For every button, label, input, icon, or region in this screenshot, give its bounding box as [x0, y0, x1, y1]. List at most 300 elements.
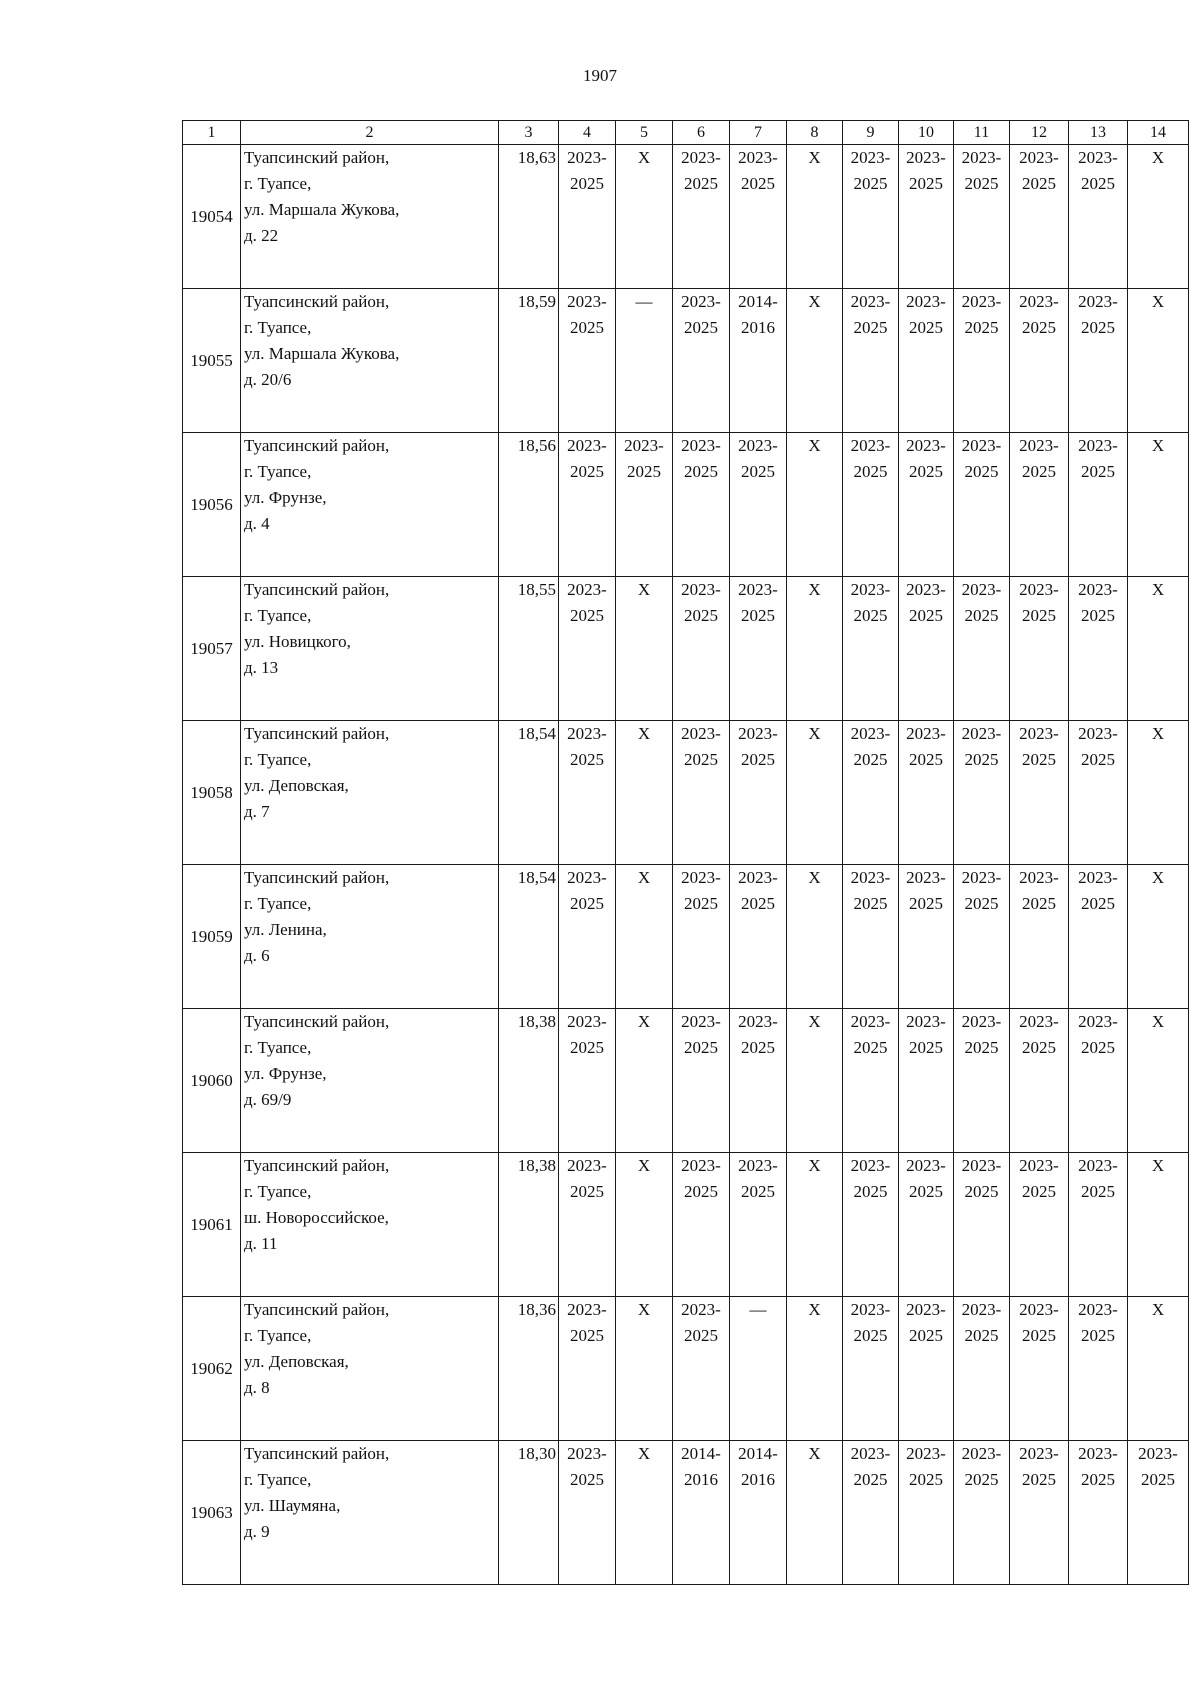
- period-cell: [730, 145, 787, 289]
- period-cell: [954, 289, 1010, 433]
- period-text: 2023-: [1019, 580, 1059, 599]
- period-text: 2023-: [567, 580, 607, 599]
- period-text: 2023-: [961, 1012, 1002, 1031]
- period-text: 2023-: [567, 148, 607, 167]
- period-text: 2025: [1141, 1470, 1175, 1489]
- period-cell: [616, 289, 673, 433]
- period-cell: [843, 145, 899, 289]
- address-line: г. Туапсе,: [244, 606, 312, 625]
- period-cell: [1010, 721, 1069, 865]
- period-cell: [954, 1441, 1010, 1585]
- period-text: 2014-: [738, 292, 778, 311]
- period-text: 2023-: [961, 868, 1002, 887]
- period-cell: [1128, 1153, 1189, 1297]
- column-header: 3: [499, 121, 559, 145]
- address-line: ул. Ленина,: [244, 920, 327, 939]
- period-text: 2025: [627, 462, 661, 481]
- period-text: 2023-: [1019, 1300, 1059, 1319]
- period-text: 2023-: [906, 1156, 946, 1175]
- period-cell: [616, 1441, 673, 1585]
- value-cell: 18,56: [499, 433, 559, 577]
- period-cell: [730, 1009, 787, 1153]
- period-cell: [1128, 1297, 1189, 1441]
- period-text: 2023-: [681, 724, 721, 743]
- period-text: X: [1151, 868, 1165, 887]
- period-text: 2025: [1081, 462, 1115, 481]
- period-cell: [954, 1297, 1010, 1441]
- address-cell: [241, 1441, 499, 1585]
- period-text: 2025: [964, 1470, 999, 1489]
- period-cell: [899, 1153, 954, 1297]
- period-cell: [899, 577, 954, 721]
- period-cell: [616, 145, 673, 289]
- period-text: 2025: [853, 462, 888, 481]
- table-row: [183, 721, 1189, 865]
- address-line: д. 69/9: [244, 1090, 292, 1109]
- address-line: г. Туапсе,: [244, 750, 312, 769]
- period-cell: [787, 1441, 843, 1585]
- period-text: 2025: [853, 1470, 888, 1489]
- period-cell: [673, 1009, 730, 1153]
- period-text: 2023-: [961, 436, 1002, 455]
- period-text: 2023-: [567, 436, 607, 455]
- period-text: 2025: [1081, 1470, 1115, 1489]
- period-text: X: [1151, 580, 1165, 599]
- period-text: 2025: [741, 462, 775, 481]
- address-line: г. Туапсе,: [244, 1470, 312, 1489]
- period-cell: [1069, 1441, 1128, 1585]
- period-cell: [1069, 1009, 1128, 1153]
- period-text: 2025: [570, 1038, 604, 1057]
- period-cell: [559, 289, 616, 433]
- period-text: X: [808, 292, 821, 311]
- period-text: 2025: [570, 318, 604, 337]
- period-cell: [616, 577, 673, 721]
- period-cell: [1010, 1441, 1069, 1585]
- period-text: 2023-: [567, 724, 607, 743]
- period-cell: [1010, 1009, 1069, 1153]
- address-line: Туапсинский район,: [244, 436, 390, 455]
- period-text: X: [637, 1444, 651, 1463]
- address-line: Туапсинский район,: [244, 1444, 390, 1463]
- period-text: 2023-: [567, 1156, 607, 1175]
- period-text: 2016: [684, 1470, 718, 1489]
- period-text: 2025: [964, 462, 999, 481]
- period-text: 2023-: [738, 1156, 778, 1175]
- address-line: д. 8: [244, 1378, 270, 1397]
- period-cell: [559, 865, 616, 1009]
- period-cell: [730, 289, 787, 433]
- address-cell: [241, 1009, 499, 1153]
- column-header: 2: [241, 121, 499, 145]
- period-text: 2023-: [1078, 724, 1118, 743]
- period-text: 2023-: [738, 724, 778, 743]
- period-text: 2025: [1022, 174, 1056, 193]
- period-text: 2025: [853, 894, 888, 913]
- period-text: 2023-: [961, 292, 1002, 311]
- period-cell: [843, 721, 899, 865]
- period-text: 2023-: [1078, 868, 1118, 887]
- period-cell: [559, 1441, 616, 1585]
- period-cell: [787, 577, 843, 721]
- address-line: г. Туапсе,: [244, 318, 312, 337]
- column-header: 4: [559, 121, 616, 145]
- period-text: 2025: [909, 1182, 943, 1201]
- row-number: 19059: [183, 865, 241, 1009]
- period-cell: [787, 1297, 843, 1441]
- period-text: 2023-: [906, 1444, 946, 1463]
- period-text: 2023-: [850, 436, 891, 455]
- period-text: X: [808, 868, 821, 887]
- period-cell: [843, 1441, 899, 1585]
- period-text: 2023-: [681, 1012, 721, 1031]
- period-text: 2023-: [1019, 436, 1059, 455]
- period-cell: [616, 1297, 673, 1441]
- period-text: 2025: [684, 750, 718, 769]
- address-line: ул. Шаумяна,: [244, 1496, 341, 1515]
- address-line: д. 20/6: [244, 370, 292, 389]
- table-row: [183, 433, 1189, 577]
- period-text: 2023-: [906, 1012, 946, 1031]
- period-text: 2025: [684, 894, 718, 913]
- period-cell: [899, 721, 954, 865]
- period-cell: [1128, 721, 1189, 865]
- period-text: 2023-: [961, 148, 1002, 167]
- period-text: 2023-: [850, 1012, 891, 1031]
- period-text: 2023-: [1019, 292, 1059, 311]
- period-text: 2023-: [1078, 436, 1118, 455]
- period-text: 2025: [964, 894, 999, 913]
- period-cell: [843, 865, 899, 1009]
- row-number: 19056: [183, 433, 241, 577]
- period-cell: [1128, 433, 1189, 577]
- period-text: 2023-: [1078, 1156, 1118, 1175]
- period-text: 2023-: [906, 724, 946, 743]
- column-header: 12: [1010, 121, 1069, 145]
- period-text: 2025: [570, 1326, 604, 1345]
- period-cell: [1010, 433, 1069, 577]
- period-cell: [1069, 721, 1128, 865]
- period-text: 2023-: [1019, 724, 1059, 743]
- address-cell: [241, 433, 499, 577]
- period-cell: [899, 865, 954, 1009]
- address-line: ул. Маршала Жукова,: [244, 344, 400, 363]
- period-text: 2023-: [567, 868, 607, 887]
- period-text: X: [808, 148, 821, 167]
- period-cell: [1128, 1441, 1189, 1585]
- period-cell: [559, 1297, 616, 1441]
- period-text: 2023-: [738, 868, 778, 887]
- period-text: 2025: [964, 1038, 999, 1057]
- period-text: 2023-: [567, 292, 607, 311]
- period-text: 2023-: [738, 148, 778, 167]
- period-text: 2025: [909, 1038, 943, 1057]
- period-text: 2025: [570, 462, 604, 481]
- period-cell: [730, 1441, 787, 1585]
- address-line: Туапсинский район,: [244, 1156, 390, 1175]
- period-text: 2023-: [961, 1444, 1002, 1463]
- period-cell: [673, 289, 730, 433]
- address-line: д. 6: [244, 946, 270, 965]
- period-text: X: [808, 580, 821, 599]
- period-cell: [616, 865, 673, 1009]
- period-text: 2023-: [681, 580, 721, 599]
- row-number: 19063: [183, 1441, 241, 1585]
- period-cell: [1010, 1153, 1069, 1297]
- period-cell: [1069, 1297, 1128, 1441]
- period-cell: [559, 721, 616, 865]
- period-cell: [1069, 145, 1128, 289]
- period-text: 2016: [741, 1470, 775, 1489]
- address-line: д. 11: [244, 1234, 278, 1253]
- column-header: 9: [843, 121, 899, 145]
- period-cell: [843, 1153, 899, 1297]
- period-cell: [730, 1297, 787, 1441]
- period-text: X: [637, 148, 651, 167]
- period-cell: [673, 145, 730, 289]
- value-cell: 18,54: [499, 865, 559, 1009]
- period-cell: [616, 1153, 673, 1297]
- period-text: 2023-: [1019, 1012, 1059, 1031]
- column-header: 13: [1069, 121, 1128, 145]
- period-text: 2025: [684, 1182, 718, 1201]
- period-text: 2025: [853, 318, 888, 337]
- address-line: г. Туапсе,: [244, 1326, 312, 1345]
- period-text: 2023-: [1019, 1156, 1059, 1175]
- period-text: 2025: [684, 1038, 718, 1057]
- period-cell: [673, 865, 730, 1009]
- period-cell: [1010, 865, 1069, 1009]
- period-text: 2023-: [1078, 580, 1118, 599]
- period-text: 2025: [570, 174, 604, 193]
- period-text: X: [1151, 1300, 1165, 1319]
- period-text: 2025: [964, 606, 999, 625]
- period-text: —: [749, 1300, 767, 1319]
- period-text: 2025: [1022, 894, 1056, 913]
- table-header: [183, 121, 1189, 145]
- period-text: 2025: [1022, 606, 1056, 625]
- period-text: 2023-: [850, 868, 891, 887]
- table-row: [183, 145, 1189, 289]
- period-cell: [1069, 577, 1128, 721]
- period-text: 2014-: [681, 1444, 721, 1463]
- period-text: —: [635, 292, 653, 311]
- period-text: X: [1151, 1156, 1165, 1175]
- table-row: [183, 577, 1189, 721]
- table-row: [183, 865, 1189, 1009]
- period-text: 2016: [741, 318, 775, 337]
- period-text: 2025: [964, 1182, 999, 1201]
- period-text: X: [1151, 292, 1165, 311]
- period-text: X: [637, 868, 651, 887]
- period-text: 2023-: [850, 1156, 891, 1175]
- period-cell: [559, 577, 616, 721]
- period-text: 2025: [1022, 750, 1056, 769]
- period-text: 2023-: [850, 148, 891, 167]
- address-line: ул. Фрунзе,: [244, 1064, 327, 1083]
- column-header: 11: [954, 121, 1010, 145]
- period-cell: [843, 433, 899, 577]
- period-cell: [954, 1009, 1010, 1153]
- address-line: г. Туапсе,: [244, 1182, 312, 1201]
- period-cell: [673, 1297, 730, 1441]
- value-cell: 18,54: [499, 721, 559, 865]
- header-row: [183, 121, 1189, 145]
- period-cell: [559, 433, 616, 577]
- row-number: 19060: [183, 1009, 241, 1153]
- period-text: 2025: [684, 606, 718, 625]
- period-text: 2025: [741, 1038, 775, 1057]
- period-text: 2025: [684, 1326, 718, 1345]
- address-line: г. Туапсе,: [244, 174, 312, 193]
- address-line: ул. Деповская,: [244, 776, 349, 795]
- period-cell: [1128, 577, 1189, 721]
- period-text: 2025: [909, 318, 943, 337]
- period-text: 2025: [1081, 894, 1115, 913]
- value-cell: 18,63: [499, 145, 559, 289]
- row-number: 19058: [183, 721, 241, 865]
- address-cell: [241, 1297, 499, 1441]
- period-text: 2025: [1081, 1038, 1115, 1057]
- period-cell: [616, 433, 673, 577]
- period-text: 2025: [741, 750, 775, 769]
- period-text: X: [637, 580, 651, 599]
- period-cell: [787, 721, 843, 865]
- period-text: 2023-: [1019, 148, 1059, 167]
- period-cell: [899, 289, 954, 433]
- address-line: г. Туапсе,: [244, 1038, 312, 1057]
- period-cell: [899, 1297, 954, 1441]
- period-text: 2023-: [681, 436, 721, 455]
- period-cell: [787, 145, 843, 289]
- period-text: X: [1151, 724, 1165, 743]
- period-text: 2025: [909, 174, 943, 193]
- period-text: 2023-: [1078, 1444, 1118, 1463]
- address-line: д. 22: [244, 226, 279, 245]
- table-row: [183, 1009, 1189, 1153]
- period-cell: [1128, 145, 1189, 289]
- period-text: 2025: [853, 1326, 888, 1345]
- address-line: Туапсинский район,: [244, 1012, 390, 1031]
- period-text: 2025: [964, 750, 999, 769]
- period-text: 2023-: [567, 1012, 607, 1031]
- row-number: 19062: [183, 1297, 241, 1441]
- period-cell: [899, 145, 954, 289]
- address-line: д. 13: [244, 658, 279, 677]
- period-cell: [843, 1297, 899, 1441]
- period-cell: [899, 1009, 954, 1153]
- period-cell: [1010, 1297, 1069, 1441]
- period-text: 2023-: [850, 1444, 891, 1463]
- period-text: 2025: [570, 750, 604, 769]
- address-line: ул. Новицкого,: [244, 632, 351, 651]
- address-line: ш. Новороссийское,: [244, 1208, 389, 1227]
- period-cell: [954, 433, 1010, 577]
- period-cell: [730, 433, 787, 577]
- period-text: 2023-: [1019, 868, 1059, 887]
- table-row: [183, 1153, 1189, 1297]
- period-cell: [616, 1009, 673, 1153]
- period-cell: [673, 433, 730, 577]
- period-text: 2025: [853, 750, 888, 769]
- period-text: 2023-: [1078, 148, 1118, 167]
- value-cell: 18,38: [499, 1009, 559, 1153]
- table-body: [183, 145, 1189, 1585]
- period-text: 2025: [684, 462, 718, 481]
- period-cell: [787, 1009, 843, 1153]
- period-text: 2025: [1022, 462, 1056, 481]
- period-text: 2025: [1022, 1038, 1056, 1057]
- period-text: 2023-: [1078, 1012, 1118, 1031]
- address-line: г. Туапсе,: [244, 462, 312, 481]
- period-cell: [1128, 289, 1189, 433]
- period-text: X: [637, 1156, 651, 1175]
- period-cell: [616, 721, 673, 865]
- period-text: 2023-: [1138, 1444, 1178, 1463]
- column-header: 1: [183, 121, 241, 145]
- period-cell: [673, 577, 730, 721]
- period-text: 2023-: [681, 148, 721, 167]
- column-header: 14: [1128, 121, 1189, 145]
- period-cell: [899, 1441, 954, 1585]
- period-text: 2025: [964, 1326, 999, 1345]
- period-text: 2023-: [961, 1300, 1002, 1319]
- period-text: 2023-: [738, 580, 778, 599]
- address-cell: [241, 721, 499, 865]
- period-text: X: [1151, 436, 1165, 455]
- column-header: 5: [616, 121, 673, 145]
- period-text: 2023-: [624, 436, 664, 455]
- table-row: [183, 1297, 1189, 1441]
- period-cell: [954, 865, 1010, 1009]
- address-cell: [241, 145, 499, 289]
- housing-register-table: [182, 120, 1189, 1585]
- address-cell: [241, 865, 499, 1009]
- period-text: 2023-: [850, 292, 891, 311]
- period-text: 2025: [570, 1182, 604, 1201]
- period-text: 2023-: [738, 436, 778, 455]
- period-text: 2025: [1081, 318, 1115, 337]
- period-cell: [1069, 865, 1128, 1009]
- period-cell: [843, 289, 899, 433]
- period-text: 2025: [741, 174, 775, 193]
- period-text: X: [637, 1300, 651, 1319]
- address-cell: [241, 289, 499, 433]
- period-cell: [1010, 289, 1069, 433]
- period-text: X: [808, 1012, 821, 1031]
- period-cell: [559, 1009, 616, 1153]
- period-cell: [1128, 865, 1189, 1009]
- period-cell: [559, 1153, 616, 1297]
- period-cell: [899, 433, 954, 577]
- period-text: 2025: [1081, 750, 1115, 769]
- period-text: 2025: [909, 750, 943, 769]
- column-header: 10: [899, 121, 954, 145]
- column-header: 8: [787, 121, 843, 145]
- column-header: 7: [730, 121, 787, 145]
- value-cell: 18,55: [499, 577, 559, 721]
- period-cell: [730, 721, 787, 865]
- period-text: 2025: [1022, 1326, 1056, 1345]
- period-text: 2023-: [850, 580, 891, 599]
- address-line: ул. Фрунзе,: [244, 488, 327, 507]
- period-cell: [787, 1153, 843, 1297]
- period-text: X: [637, 724, 651, 743]
- address-line: г. Туапсе,: [244, 894, 312, 913]
- period-cell: [730, 1153, 787, 1297]
- period-text: 2023-: [1019, 1444, 1059, 1463]
- address-line: ул. Деповская,: [244, 1352, 349, 1371]
